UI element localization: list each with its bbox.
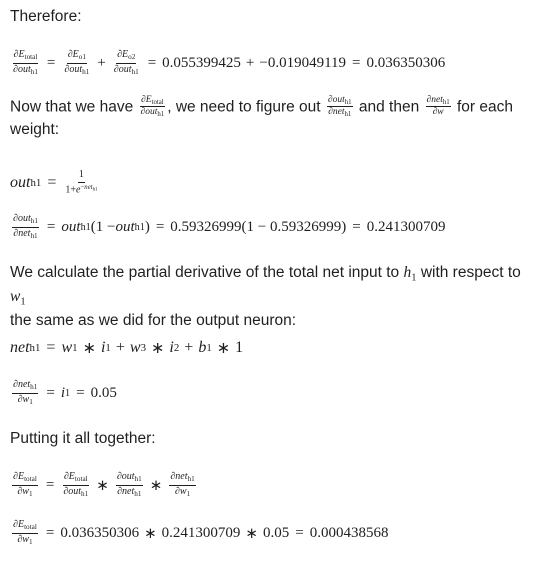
equation-out-h1-sigmoid: out h1 = $\frac{1}{1+e^{-net_{h1}}}$ [10, 169, 98, 196]
eq1-term2: −0.019049119 [259, 54, 347, 71]
putting-together-text: Putting it all together: [10, 430, 156, 447]
final-factor-1: 0.036350306 [60, 524, 140, 541]
frac-final-dEtotal-dw1: $\frac{\partial E_{total}}{\partial w_1}$ [13, 519, 37, 546]
equation-dneth1-dw1: $\frac{\partial net_{h1}}{\partial w_1}$ = i 1 = 0.05 [13, 379, 117, 406]
out-h1-value-b: 0.59326999 [270, 218, 342, 235]
inline-frac-dEtotal-douth1: $\frac{\partial E_{total}}{\partial out_{h1}}$ [140, 95, 165, 119]
equation-net-h1: net h1 = w 1 ∗ i 1 + w 3 ∗ i 2 + b 1 ∗ 1 [10, 339, 244, 357]
frac-chain-douth1-dneth1: $\frac{\partial out_{h1}}{\partial net_{h1}}$ [116, 471, 142, 498]
paragraph-we-calculate: We calculate the partial derivative of the total net input to $h_1$ with respect to $w_1$ the same as we did for the output neuron: [10, 264, 521, 329]
text-we-calculate-2: with respect to [420, 264, 521, 281]
i1-value: 0.05 [90, 384, 117, 401]
eq1-term1: 0.055399425 [162, 54, 241, 71]
text-now-that-we-have: Now that we have [10, 98, 134, 116]
final-factor-2: 0.241300709 [161, 524, 241, 541]
frac-douth1-dneth1: $\frac{\partial out_{h1}}{\partial net_{h1}}$ [13, 213, 38, 240]
frac-dEo2-douth1: $\frac{\partial E_{o2}}{\partial out_{h1}}$ [113, 49, 139, 76]
frac-dEtotal-dw1: $\frac{\partial E_{total}}{\partial w_1}$ [13, 471, 37, 498]
equation-chain-rule: $\frac{\partial E_{total}}{\partial w_1}$ = $\frac{\partial E_{total}}{\partial out_{h1}}$ ∗ $\frac{\partial out_{h1}}{\partial net_{h1}}$ ∗ $\frac{\partial net_{h1}}{\partial w_1}$ [13, 471, 195, 498]
equation-douth1-dneth1: $\frac{\partial out_{h1}}{\partial net_{h1}}$ = out h1 (1 − out h1 ) = 0.59326999 (1 − 0.59326999 ) = 0.241300709 [13, 213, 446, 240]
text-for-each: for each [457, 98, 514, 116]
final-factor-3: 0.05 [262, 524, 290, 541]
therefore-label [10, 6, 530, 28]
frac-sigmoid: $\frac{1}{1+e^{-net_{h1}}}$ [65, 169, 98, 196]
final-result: 0.000438568 [309, 524, 389, 541]
paragraph-now-that-we-have [10, 96, 530, 141]
inline-frac-dneth1-dw: $\frac{\partial net_{h1}}{\partial w}$ [426, 95, 450, 118]
frac-dEtotal-douth1: $\frac{\partial E_{total}}{\partial out_{h1}}$ [13, 49, 38, 76]
frac-dEo1-douth1: $\frac{\partial E_{o1}}{\partial out_{h1}}$ [64, 49, 90, 76]
eq3-result: 0.241300709 [366, 218, 446, 235]
therefore-text: Therefore: [10, 8, 82, 25]
text-we-calculate-1: We calculate the partial derivative of the total net input to [10, 264, 400, 281]
text-we-need: , we need to figure out [167, 98, 321, 116]
frac-chain-dneth1-dw1: $\frac{\partial net_{h1}}{\partial w_1}$ [170, 471, 195, 498]
equation-final-result: $\frac{\partial E_{total}}{\partial w_1}$ = 0.036350306 ∗ 0.241300709 ∗ 0.05 = 0.000438568 [13, 519, 389, 546]
text-and-then: and then [358, 98, 420, 116]
inline-frac-douth1-dneth1: $\frac{\partial out_{h1}}{\partial net_{h1}}$ [327, 95, 352, 119]
out-h1-value-a: 0.59326999 [170, 218, 242, 235]
frac-dneth1-dw1: $\frac{\partial net_{h1}}{\partial w_1}$ [13, 379, 38, 406]
equation-total-error-wrt-out-h1: $\frac{\partial E_{total}}{\partial out_{h1}}$ = $\frac{\partial E_{o1}}{\partial out_{h1}}$ + $\frac{\partial E_{o2}}{\partial out_{h1}}$ = 0.055399425 + −0.019049119 = 0.036350306 [13, 49, 446, 76]
text-weight: weight: [10, 120, 60, 138]
text-we-calculate-3: the same as we did for the output neuron: [10, 311, 297, 329]
eq1-result: 0.036350306 [366, 54, 446, 71]
putting-together-label [10, 428, 530, 450]
frac-chain-dEtotal-douth1: $\frac{\partial E_{total}}{\partial out_{h1}}$ [63, 471, 89, 498]
